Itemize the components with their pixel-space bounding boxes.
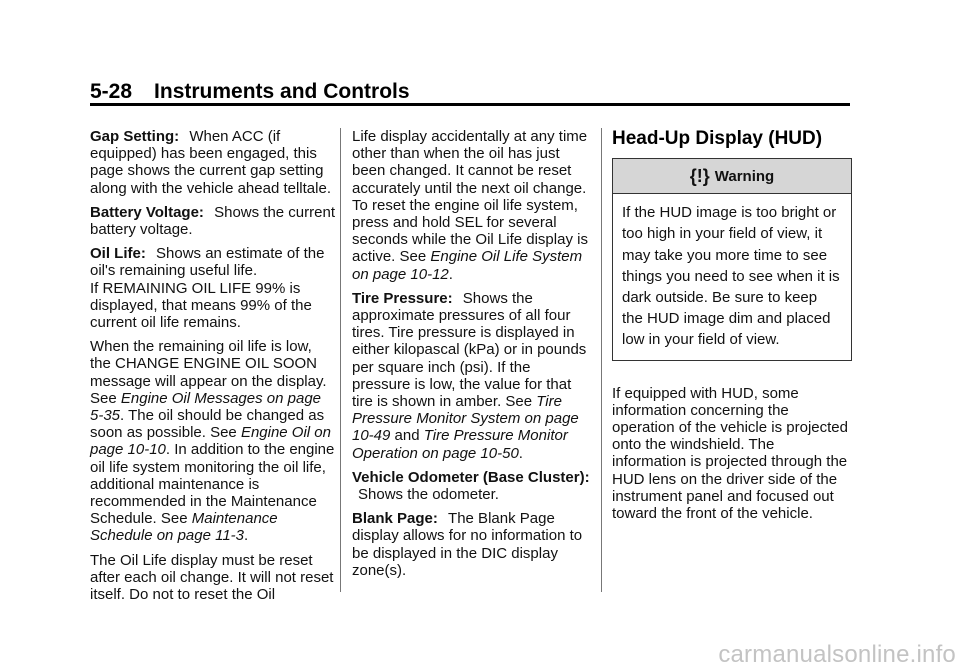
column-1: [90, 128, 336, 610]
column-divider-2: [601, 128, 602, 592]
oil-low-text-2: . The oil should be changed as soon as possible. See: [90, 407, 325, 442]
column-3: [612, 128, 852, 529]
oil-reset-cont-text-2: .: [448, 265, 453, 283]
oil-low-text-4: .: [244, 527, 249, 545]
watermark-brand: carmanualsonline.info: [718, 641, 956, 668]
xref-engine-oil-life-system[interactable]: Engine Oil Life System on page 10-12: [352, 248, 583, 283]
xref-engine-oil-messages[interactable]: Engine Oil Messages on page 5-35: [90, 389, 322, 425]
header-rule: [90, 103, 850, 106]
tire-pressure-and: and: [394, 427, 420, 445]
tire-pressure-paragraph: [352, 290, 592, 462]
oil-life-paragraph: [90, 245, 336, 331]
vehicle-odometer-term: Vehicle Odometer (Base Cluster):: [352, 468, 590, 486]
warning-text: If the HUD image is too bright or too high in your field of view, it may take you more time to see things you need to see when it is dark outside. Be sure to keep the HUD image dim and placed low in your field of view.: [622, 204, 840, 349]
oil-low-text-1: When the remaining oil life is low, the CHANGE ENGINE OIL SOON message will appear on the display. See: [90, 338, 327, 407]
column-divider-1: [340, 128, 341, 592]
page-header: [90, 80, 410, 104]
page-number: 5-28: [90, 80, 133, 103]
gap-setting-term: Gap Setting:: [90, 128, 180, 145]
xref-tire-pressure-monitor-operation[interactable]: Tire Pressure Monitor Operation on page 10-50: [352, 427, 568, 462]
gap-setting-desc: When ACC (if equipped) has been engaged, this page shows the current gap setting along with the vehicle ahead telltale.: [90, 128, 331, 197]
oil-life-term: Oil Life:: [90, 245, 146, 263]
tire-pressure-desc: Shows the approximate pressures of all four tires. Tire pressure is displayed in either kilopascal (kPa) or in pounds per square inch (psi). If the pressure is low, the value for that tire is shown in amber. See: [352, 289, 587, 411]
xref-tire-pressure-monitor-system[interactable]: Tire Pressure Monitor System on page 10-49: [352, 393, 579, 445]
blank-page-term: Blank Page:: [352, 510, 438, 528]
oil-low-paragraph: [90, 338, 336, 544]
column-2: [352, 128, 592, 586]
battery-voltage-desc: Shows the current battery voltage.: [90, 203, 335, 239]
blank-page-desc: The Blank Page display allows for no information to be displayed in the DIC display zone(s).: [352, 510, 583, 579]
warning-label: Warning: [714, 167, 775, 185]
section-title-hud: Head-Up Display (HUD): [612, 128, 823, 149]
oil-life-desc-2: If REMAINING OIL LIFE 99% is displayed, that means 99% of the current oil life remains.: [90, 279, 312, 332]
blank-page-paragraph: [352, 510, 592, 579]
warning-icon: {!}: [689, 166, 710, 187]
tire-pressure-end: .: [518, 444, 523, 462]
oil-reset-cont-text-1: Life display accidentally at any time other than when the oil has just been changed. It cannot be reset accurately until the next oil change. To reset the engine oil life system, press and hold SEL for several seconds while the Oil Life display is active. See: [352, 128, 588, 266]
xref-engine-oil[interactable]: Engine Oil on page 10-10: [90, 424, 331, 459]
hud-body-paragraph: If equipped with HUD, some information concerning the operation of the vehicle is projected onto the windshield. The information is projected through the HUD lens on the driver side of the instrument panel and focused out toward the front of the vehicle.: [612, 384, 848, 523]
warning-box: [612, 158, 852, 360]
oil-reset-text: The Oil Life display must be reset after each oil change. It will not reset itself. Do not to reset the Oil: [90, 551, 334, 604]
xref-maintenance-schedule[interactable]: Maintenance Schedule on page 11-3: [90, 510, 278, 545]
warning-header: [613, 159, 851, 194]
vehicle-odometer-paragraph: [352, 469, 592, 503]
oil-life-desc: Shows an estimate of the oil's remaining useful life.: [90, 245, 325, 280]
oil-low-text-3: . In addition to the engine oil life system monitoring the oil life, additional maintenance is recommended in the Maintenance Schedule. See: [90, 441, 335, 528]
vehicle-odometer-desc: Shows the odometer.: [358, 486, 499, 504]
oil-reset-continued-paragraph: [352, 128, 592, 283]
battery-voltage-term: Battery Voltage:: [90, 203, 204, 221]
oil-reset-paragraph: [90, 552, 336, 604]
chapter-title: Instruments and Controls: [154, 80, 410, 103]
tire-pressure-term: Tire Pressure:: [352, 289, 453, 307]
battery-voltage-paragraph: [90, 204, 336, 238]
gap-setting-paragraph: [90, 128, 336, 197]
